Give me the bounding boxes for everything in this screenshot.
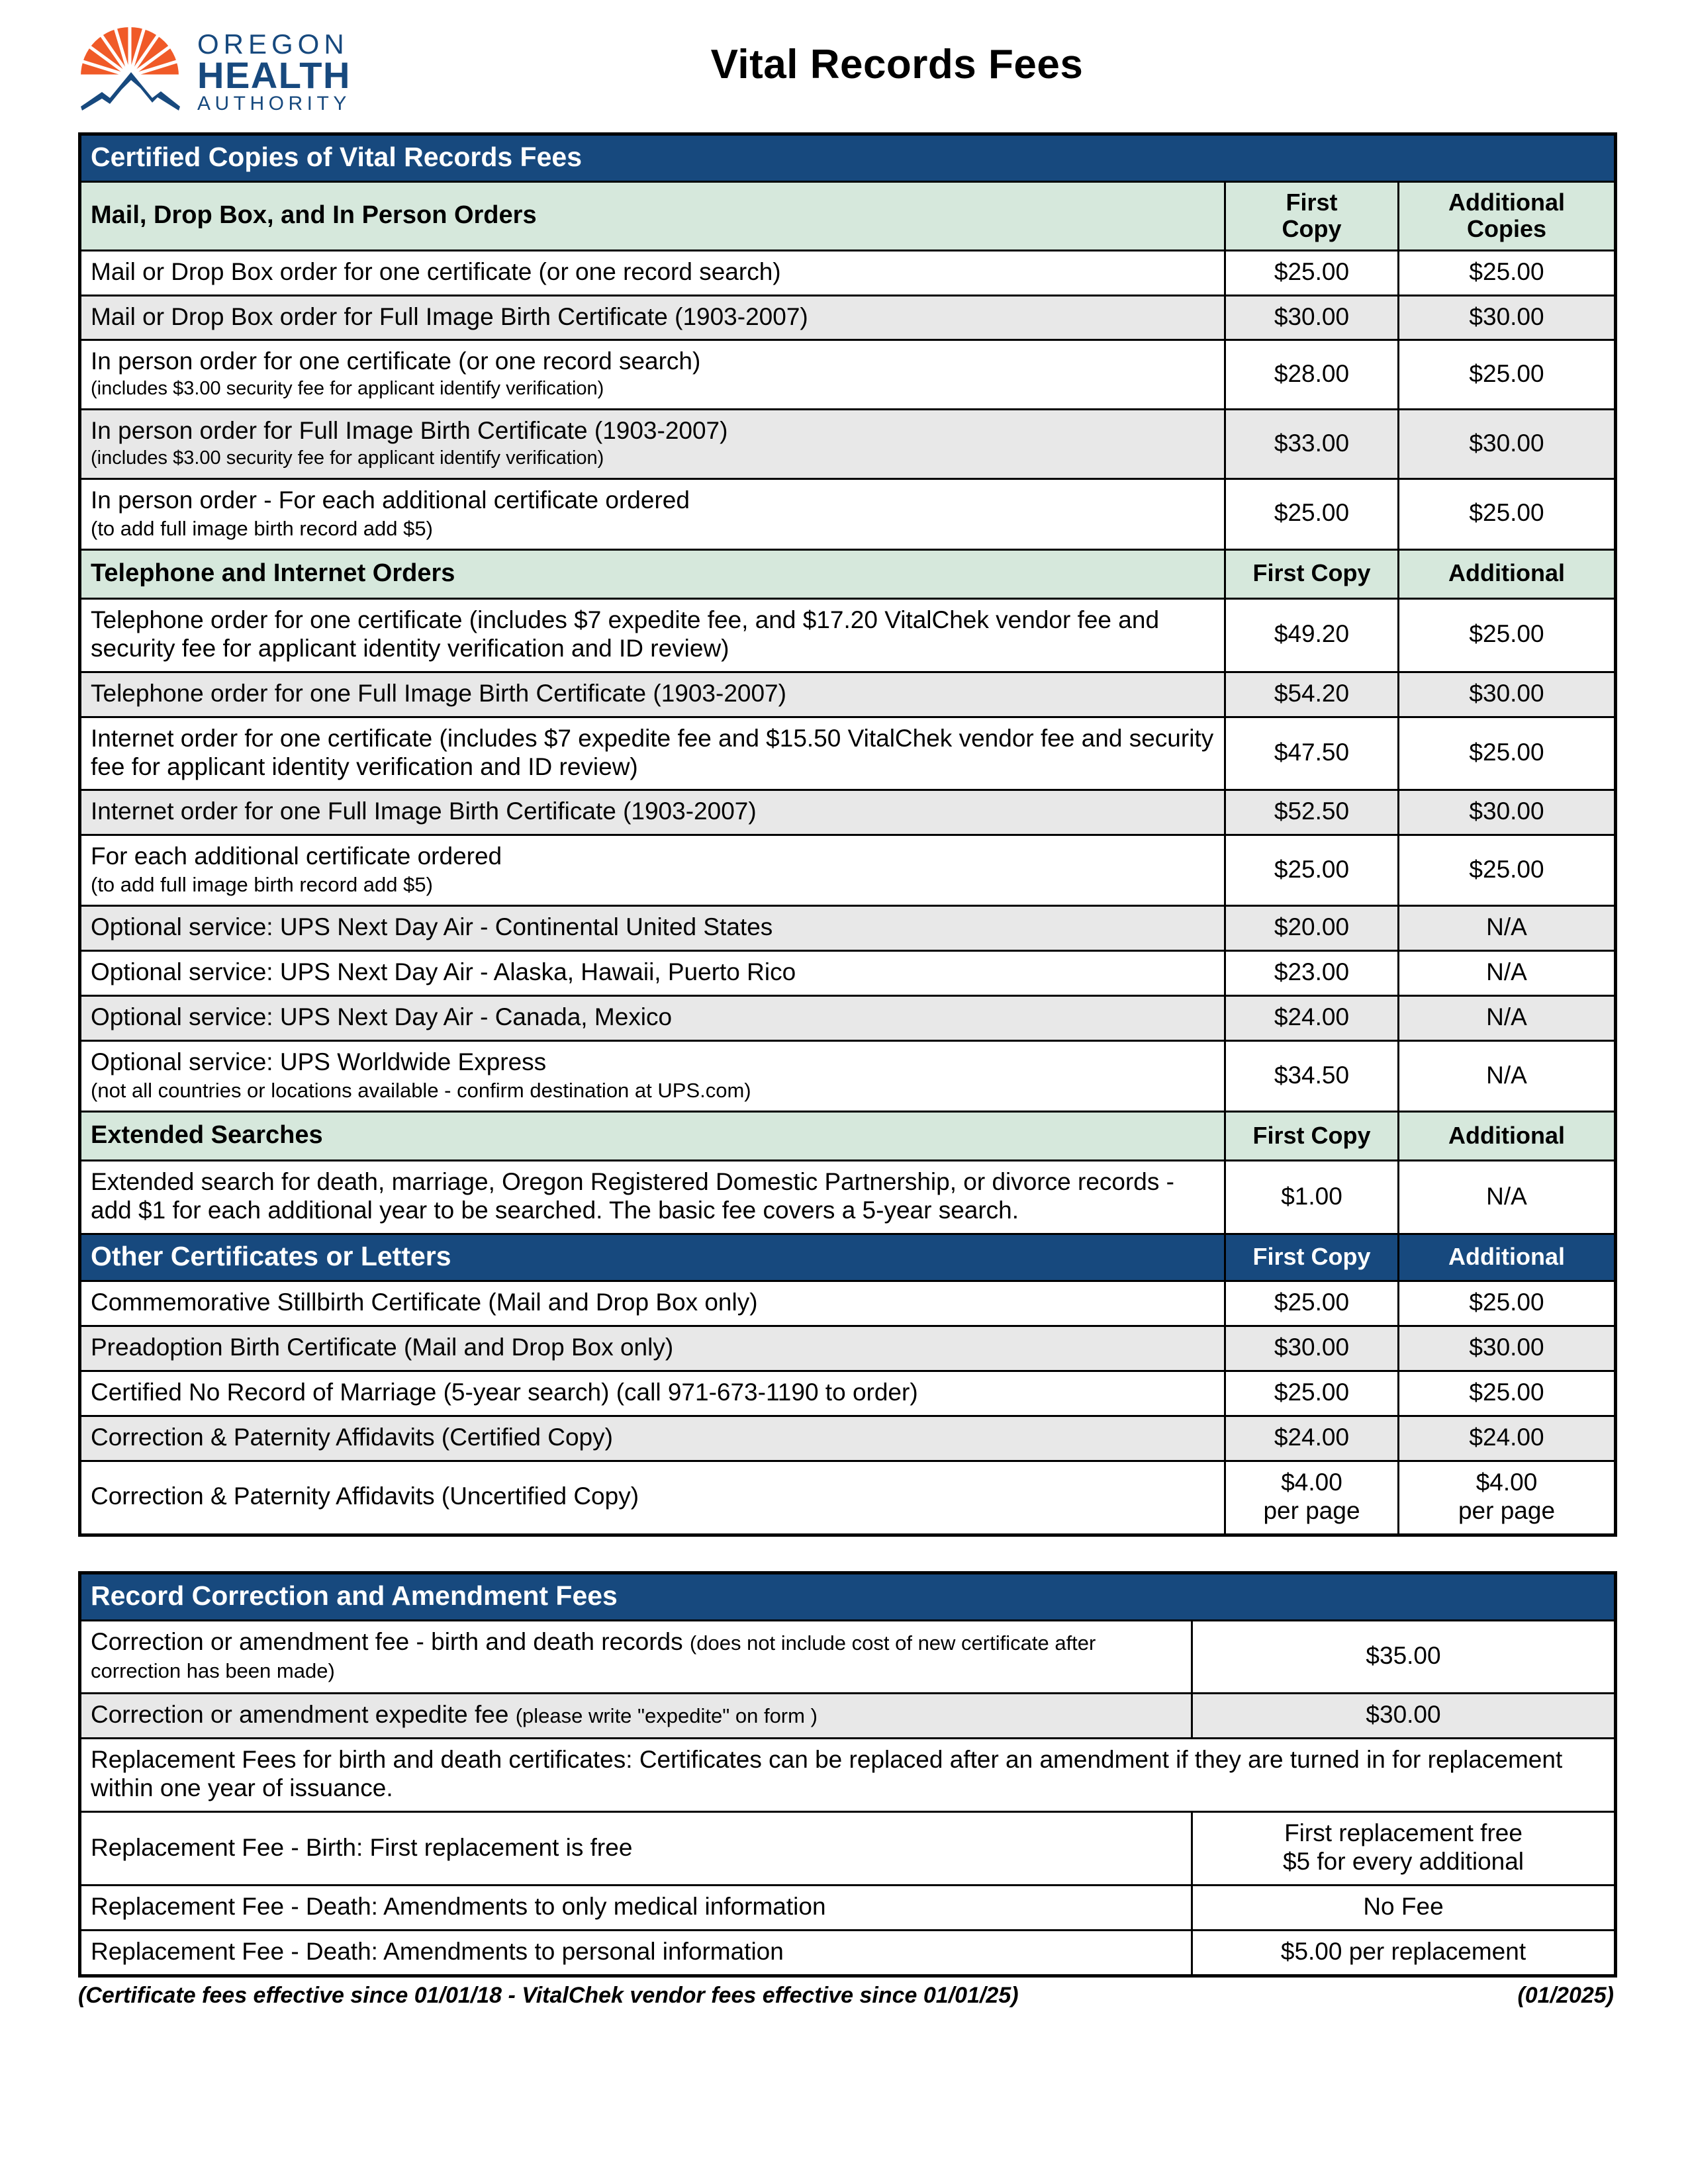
row-first-copy-price: $49.20	[1225, 598, 1399, 672]
table-row	[80, 717, 1616, 790]
row-additional-price: $25.00	[1399, 250, 1616, 295]
row-fee-value: $5.00 per replacement	[1192, 1930, 1616, 1976]
logo-line-health: HEALTH	[197, 54, 351, 97]
table-row-note	[80, 1739, 1616, 1812]
column-header-additional: Additional	[1399, 1112, 1616, 1161]
row-description-main: In person order for one certificate (or one record search)	[91, 347, 701, 375]
row-description: Preadoption Birth Certificate (Mail and Drop Box only)	[80, 1326, 1225, 1371]
logo-line-oregon: OREGON	[197, 28, 349, 60]
fee-line2: $5 for every additional	[1282, 1847, 1524, 1875]
row-fee-value: $30.00	[1192, 1694, 1616, 1739]
row-description: Replacement Fee - Birth: First replacement is free	[80, 1812, 1192, 1886]
row-first-copy-price: $33.00	[1225, 410, 1399, 479]
row-description-note: (includes $3.00 security fee for applicant identify verification)	[91, 447, 604, 469]
row-description: Mail or Drop Box order for Full Image Birth Certificate (1903-2007)	[80, 295, 1225, 340]
column-header-first-copy	[1225, 182, 1399, 251]
row-additional-price: $30.00	[1399, 295, 1616, 340]
row-description: Optional service: UPS Next Day Air - Alaska, Hawaii, Puerto Rico	[80, 951, 1225, 996]
table2-banner-row	[80, 1572, 1616, 1620]
section-heading-label: Extended Searches	[80, 1112, 1225, 1161]
row-first-copy-price: $47.50	[1225, 717, 1399, 790]
table-row	[80, 790, 1616, 835]
row-additional-price: $25.00	[1399, 835, 1616, 906]
row-description-note: (does not include cost of new certificate after correction has been made)	[91, 1631, 1096, 1683]
column-header-additional: Additional	[1399, 1234, 1616, 1281]
table-row	[80, 1041, 1616, 1112]
row-first-copy-price: $52.50	[1225, 790, 1399, 835]
table-row	[80, 410, 1616, 479]
table-row	[80, 340, 1616, 410]
row-additional-price: $25.00	[1399, 340, 1616, 410]
col-add-line1: Additional	[1448, 189, 1565, 216]
row-description	[80, 478, 1225, 549]
table-row	[80, 1930, 1616, 1976]
row-additional-price: $25.00	[1399, 478, 1616, 549]
row-description-main: Optional service: UPS Worldwide Express	[91, 1048, 547, 1076]
certified-copies-fee-table	[78, 132, 1617, 1537]
row-description-main: For each additional certificate ordered	[91, 842, 502, 870]
row-description: Replacement Fees for birth and death certificates: Certificates can be replaced after an amendment if they are turned in for replacement within one year of issuance.	[80, 1739, 1616, 1812]
row-description: Correction & Paternity Affidavits (Uncertified Copy)	[80, 1461, 1225, 1535]
row-description: Internet order for one certificate (includes $7 expedite fee and $15.50 VitalChek vendor fee and security fee for applicant identity verification and ID review)	[80, 717, 1225, 790]
footer-revision-date: (01/2025)	[1517, 1982, 1614, 2008]
row-additional-price: $30.00	[1399, 672, 1616, 717]
row-description	[80, 835, 1225, 906]
price-line2: per page	[1458, 1496, 1556, 1524]
row-description: Extended search for death, marriage, Oregon Registered Domestic Partnership, or divorce records - add $1 for each additional year to be searched. The basic fee covers a 5-year search.	[80, 1161, 1225, 1234]
table-row	[80, 951, 1616, 996]
col-add-line2: Copies	[1467, 215, 1547, 243]
row-description	[80, 1620, 1192, 1694]
row-description: Mail or Drop Box order for one certificate (or one record search)	[80, 250, 1225, 295]
table-row	[80, 996, 1616, 1041]
table1-banner-row	[80, 134, 1616, 182]
table-row	[80, 1694, 1616, 1739]
section-header-mail-drop-box	[80, 182, 1616, 251]
row-additional-price: $25.00	[1399, 1281, 1616, 1326]
row-description-main: Correction or amendment fee - birth and death records	[91, 1627, 690, 1655]
row-description: Internet order for one Full Image Birth Certificate (1903-2007)	[80, 790, 1225, 835]
table-row	[80, 1461, 1616, 1535]
row-first-copy-price: $25.00	[1225, 835, 1399, 906]
table-row	[80, 1161, 1616, 1234]
row-first-copy-price: $1.00	[1225, 1161, 1399, 1234]
column-header-additional: Additional	[1399, 549, 1616, 598]
page-header	[0, 0, 1688, 132]
row-description: Telephone order for one certificate (includes $7 expedite fee, and $17.20 VitalChek vendor fee and security fee for applicant identity verification and ID review)	[80, 598, 1225, 672]
section-heading-label: Other Certificates or Letters	[80, 1234, 1225, 1281]
row-description: Certified No Record of Marriage (5-year search) (call 971-673-1190 to order)	[80, 1371, 1225, 1416]
row-description: Correction & Paternity Affidavits (Certified Copy)	[80, 1416, 1225, 1461]
page-footer	[78, 1983, 1614, 2009]
table-row	[80, 1371, 1616, 1416]
section-heading-label: Telephone and Internet Orders	[80, 549, 1225, 598]
price-line1: $4.00	[1281, 1468, 1342, 1496]
row-description: Replacement Fee - Death: Amendments to only medical information	[80, 1885, 1192, 1930]
row-additional-price: $24.00	[1399, 1416, 1616, 1461]
row-description: Telephone order for one Full Image Birth Certificate (1903-2007)	[80, 672, 1225, 717]
logo-line-authority: AUTHORITY	[197, 93, 351, 115]
row-additional-price: N/A	[1399, 1041, 1616, 1112]
row-fee-value: No Fee	[1192, 1885, 1616, 1930]
row-additional-price: $25.00	[1399, 598, 1616, 672]
table-row	[80, 1281, 1616, 1326]
row-first-copy-price: $25.00	[1225, 250, 1399, 295]
row-additional-price: N/A	[1399, 1161, 1616, 1234]
table1-banner-label: Certified Copies of Vital Records Fees	[80, 134, 1616, 182]
price-line2: per page	[1263, 1496, 1360, 1524]
row-description-note: (to add full image birth record add $5)	[91, 873, 433, 897]
section-header-extended-searches	[80, 1112, 1616, 1161]
row-additional-price: $30.00	[1399, 410, 1616, 479]
row-additional-price: $25.00	[1399, 1371, 1616, 1416]
table-row	[80, 1416, 1616, 1461]
row-first-copy-price: $20.00	[1225, 906, 1399, 951]
table-row	[80, 250, 1616, 295]
record-correction-fee-table	[78, 1571, 1617, 1978]
row-description: Commemorative Stillbirth Certificate (Mail and Drop Box only)	[80, 1281, 1225, 1326]
row-description	[80, 1041, 1225, 1112]
row-first-copy-price: $25.00	[1225, 1371, 1399, 1416]
row-additional-price: N/A	[1399, 996, 1616, 1041]
row-first-copy-price: $24.00	[1225, 1416, 1399, 1461]
table-row	[80, 1812, 1616, 1886]
row-description-main: In person order for Full Image Birth Certificate (1903-2007)	[91, 417, 728, 445]
row-additional-price: $30.00	[1399, 790, 1616, 835]
table-row	[80, 835, 1616, 906]
row-first-copy-price: $25.00	[1225, 1281, 1399, 1326]
section-header-telephone-internet	[80, 549, 1616, 598]
row-description	[80, 1694, 1192, 1739]
row-description-note: (to add full image birth record add $5)	[91, 516, 433, 540]
table-row	[80, 295, 1616, 340]
column-header-first-copy: First Copy	[1225, 1234, 1399, 1281]
row-description: Replacement Fee - Death: Amendments to personal information	[80, 1930, 1192, 1976]
fee-line1: First replacement free	[1284, 1819, 1523, 1847]
row-additional-price: N/A	[1399, 906, 1616, 951]
row-first-copy-price: $28.00	[1225, 340, 1399, 410]
row-description-note: (please write "expedite" on form )	[515, 1704, 818, 1728]
table-row	[80, 672, 1616, 717]
row-description: Optional service: UPS Next Day Air - Canada, Mexico	[80, 996, 1225, 1041]
section-header-other-certificates	[80, 1234, 1616, 1281]
row-description-note: (not all countries or locations available - confirm destination at UPS.com)	[91, 1079, 751, 1103]
row-fee-value: $35.00	[1192, 1620, 1616, 1694]
table-row	[80, 1885, 1616, 1930]
table-row	[80, 1620, 1616, 1694]
table2-banner-label: Record Correction and Amendment Fees	[80, 1572, 1616, 1620]
table-row	[80, 1326, 1616, 1371]
row-description-main: In person order - For each additional certificate ordered	[91, 486, 690, 514]
row-additional-price: $30.00	[1399, 1326, 1616, 1371]
row-first-copy-price: $25.00	[1225, 478, 1399, 549]
row-fee-value	[1192, 1812, 1616, 1886]
table-row	[80, 906, 1616, 951]
table-row	[80, 478, 1616, 549]
row-first-copy-price	[1225, 1461, 1399, 1535]
row-first-copy-price: $34.50	[1225, 1041, 1399, 1112]
row-first-copy-price: $30.00	[1225, 1326, 1399, 1371]
section-heading-label: Mail, Drop Box, and In Person Orders	[80, 182, 1225, 251]
row-additional-price	[1399, 1461, 1616, 1535]
row-additional-price: N/A	[1399, 951, 1616, 996]
row-description-main: Correction or amendment expedite fee	[91, 1701, 516, 1729]
col-first-line1: First	[1286, 189, 1338, 216]
row-additional-price: $25.00	[1399, 717, 1616, 790]
row-description-note: (includes $3.00 security fee for applicant identify verification)	[91, 378, 604, 400]
column-header-additional-copies	[1399, 182, 1616, 251]
page-title: Vital Records Fees	[710, 42, 1084, 87]
price-line1: $4.00	[1476, 1468, 1538, 1496]
footer-effective-dates: (Certificate fees effective since 01/01/18 - VitalChek vendor fees effective since 01/01/25)	[78, 1982, 1019, 2008]
table-row	[80, 598, 1616, 672]
row-description	[80, 340, 1225, 410]
row-first-copy-price: $24.00	[1225, 996, 1399, 1041]
col-first-line2: Copy	[1282, 215, 1342, 243]
row-first-copy-price: $30.00	[1225, 295, 1399, 340]
row-first-copy-price: $54.20	[1225, 672, 1399, 717]
column-header-first-copy: First Copy	[1225, 1112, 1399, 1161]
row-first-copy-price: $23.00	[1225, 951, 1399, 996]
row-description: Optional service: UPS Next Day Air - Continental United States	[80, 906, 1225, 951]
column-header-first-copy: First Copy	[1225, 549, 1399, 598]
row-description	[80, 410, 1225, 479]
